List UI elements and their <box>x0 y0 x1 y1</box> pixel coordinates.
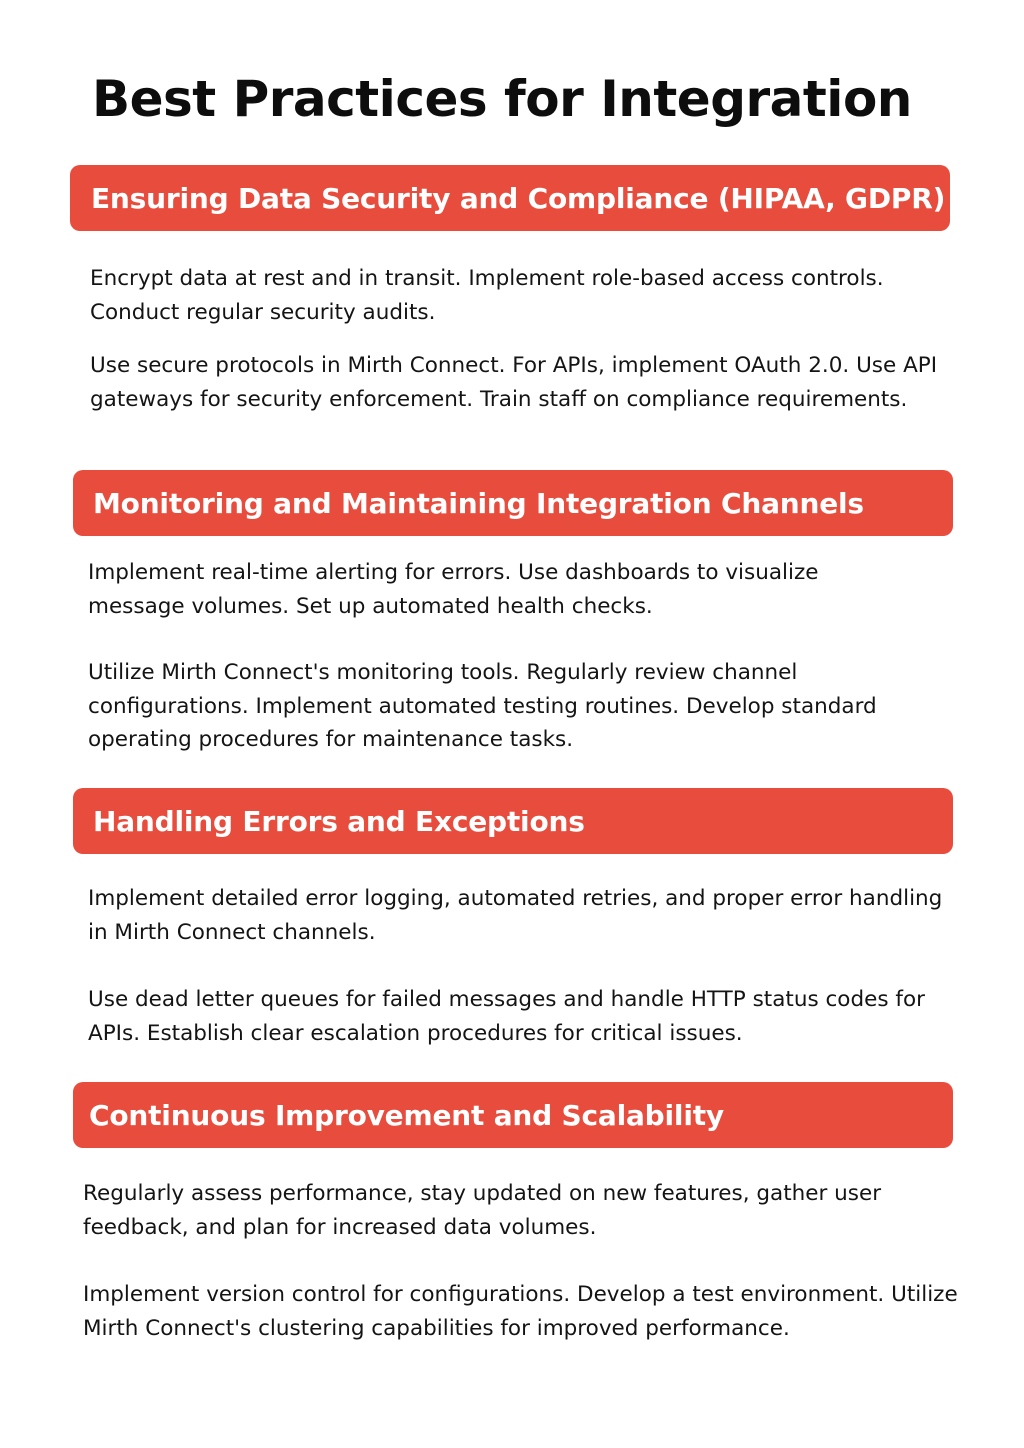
section-heading: Monitoring and Maintaining Integration Channels <box>93 486 864 520</box>
section-paragraph: Utilize Mirth Connect's monitoring tools. Regularly review channel configurations. Implement automated testing routines. Develop standard operating procedures for maintenance tasks. <box>88 660 877 752</box>
section-paragraph: Regularly assess performance, stay updated on new features, gather user feedback, and plan for increased data volumes. <box>83 1181 882 1240</box>
section-paragraph: Implement version control for configurations. Develop a test environment. Utilize Mirth Connect's clustering capabilities for improved performance. <box>83 1282 958 1341</box>
section-heading: Ensuring Data Security and Compliance (HIPAA, GDPR) <box>91 181 946 215</box>
section-header-continuous-improvement <box>73 1082 953 1148</box>
section-heading: Continuous Improvement and Scalability <box>89 1098 724 1132</box>
section-paragraph: Implement real-time alerting for errors. Use dashboards to visualize message volumes. Set up automated health checks. <box>88 560 819 619</box>
section-paragraph: Use dead letter queues for failed messages and handle HTTP status codes for APIs. Establish clear escalation procedures for critical issues. <box>88 987 925 1046</box>
section-header-data-security <box>70 165 950 231</box>
section-heading: Handling Errors and Exceptions <box>93 804 585 838</box>
section-header-monitoring <box>73 470 953 536</box>
section-paragraph: Implement detailed error logging, automated retries, and proper error handling in Mirth Connect channels. <box>88 886 943 945</box>
section-paragraph: Use secure protocols in Mirth Connect. For APIs, implement OAuth 2.0. Use API gateways for security enforcement. Train staff on compliance requirements. <box>90 353 938 412</box>
section-paragraph: Encrypt data at rest and in transit. Implement role-based access controls. Conduct regular security audits. <box>90 266 884 325</box>
page-title: Best Practices for Integration <box>92 70 912 128</box>
section-header-error-handling <box>73 788 953 854</box>
